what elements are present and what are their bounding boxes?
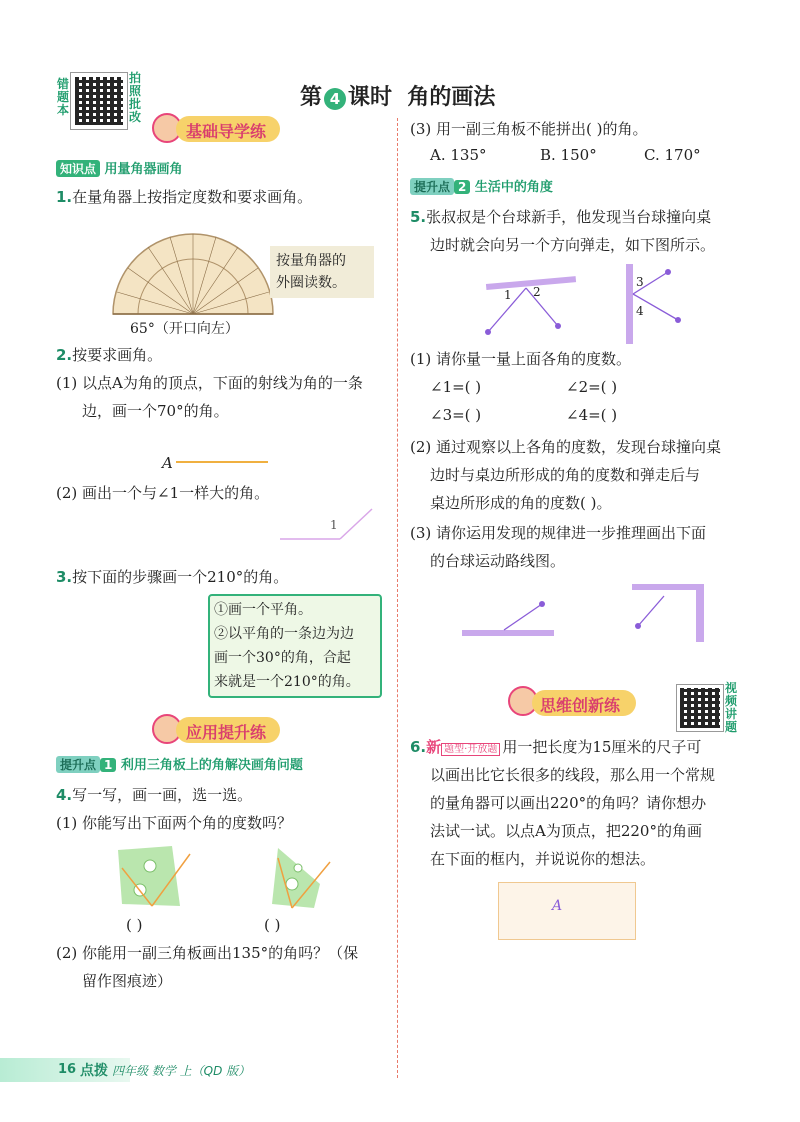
q5-2-line3: 桌边所形成的角的度数( )。: [430, 494, 612, 512]
section-basic-title: 基础导学练: [186, 122, 267, 141]
improve-point-2: 提升点 2 生活中的角度: [410, 176, 553, 195]
angle-label-3: 3: [636, 275, 644, 289]
q6-point-a: A: [552, 898, 563, 914]
q5-3-line2: 的台球运动路线图。: [430, 552, 566, 570]
billiard-task-figure-2: [630, 582, 706, 644]
q4-1-blank-1[interactable]: ( ): [126, 916, 143, 934]
column-divider: [397, 118, 398, 1078]
q5-2-line2: 边时与桌边所形成的角的度数和弹走后与: [430, 466, 701, 484]
q5-3-line1: (3) 请你运用发现的规律进一步推理画出下面: [410, 524, 707, 542]
angle-1-label: 1: [330, 518, 338, 532]
q5-1-angle1[interactable]: ∠1=( ): [430, 378, 482, 396]
qr-code-left[interactable]: [70, 72, 128, 130]
ray-from-a: [176, 461, 268, 463]
q4-1-blank-2[interactable]: ( ): [264, 916, 281, 934]
qr-code-right[interactable]: [676, 684, 724, 732]
protractor-figure: [108, 232, 278, 318]
q2: 2.按要求画角。: [56, 346, 163, 364]
billiard-figure-vertical: [624, 262, 688, 346]
q6-line1: 6.新 题型·开放题 用一把长度为15厘米的尺子可: [410, 738, 702, 756]
improve-point-1: 提升点 1 利用三角板上的角解决画角问题: [56, 754, 303, 773]
q4-1: (1) 你能写出下面两个角的度数吗？: [56, 814, 293, 832]
q3-steps-box: ①画一个平角。 ②以平角的一条边为边 画一个30°的角，合起 来就是一个210°的角。: [208, 594, 382, 698]
q5-1-angle2[interactable]: ∠2=( ): [566, 378, 618, 396]
angle-label-2: 2: [533, 285, 541, 299]
lesson-number: 4: [324, 88, 346, 110]
qr-left-label-2: 拍照批改: [128, 71, 141, 124]
q2-2: (2) 画出一个与∠1一样大的角。: [56, 484, 270, 502]
set-square-figure-1: [112, 844, 194, 914]
q1: 1.在量角器上按指定度数和要求画角。: [56, 188, 313, 206]
section-innovate-title: 思维创新练: [540, 696, 621, 715]
lesson-title: 第 4 课时 角的画法: [300, 85, 496, 110]
angle-label-1: 1: [504, 288, 512, 302]
knowledge-point-1: 知识点 用量角器画角: [56, 158, 183, 177]
page-number: 16: [58, 1062, 77, 1077]
qr-right-label: 视频讲题: [724, 681, 737, 734]
q4-3-option-a[interactable]: A. 135°: [430, 146, 487, 164]
q4-3: (3) 用一副三角板不能拼出( )的角。: [410, 120, 648, 138]
set-square-figure-2: [258, 844, 340, 914]
q5-line2: 边时就会向另一个方向弹走，如下图所示。: [430, 236, 716, 254]
qr-left-label-1: 错题本: [56, 77, 69, 117]
footer-grade: 四年级 数学 上（QD 版）: [112, 1064, 251, 1078]
q5-1-angle4[interactable]: ∠4=( ): [566, 406, 618, 424]
billiard-task-figure-1: [460, 596, 556, 642]
q6-drawing-box[interactable]: [498, 882, 636, 940]
billiard-figure-horizontal: [482, 270, 582, 342]
q5-2-line1: (2) 通过观察以上各角的度数，发现台球撞向桌: [410, 438, 722, 456]
q4-3-option-b[interactable]: B. 150°: [540, 146, 597, 164]
q4: 4.写一写，画一画，选一选。: [56, 786, 253, 804]
q5-1-angle3[interactable]: ∠3=( ): [430, 406, 482, 424]
protractor-caption: 65°（开口向左）: [130, 321, 239, 337]
q4-3-option-c[interactable]: C. 170°: [644, 146, 701, 164]
point-a-label: A: [162, 454, 173, 472]
q2-1-line2: 边，画一个70°的角。: [82, 402, 229, 420]
q2-1-line1: (1) 以点A为角的顶点，下面的射线为角的一条: [56, 374, 363, 392]
angle-label-4: 4: [636, 304, 644, 318]
footer-brand: 点拨: [80, 1063, 108, 1079]
protractor-note: 按量角器的 外圈读数。: [270, 246, 374, 298]
q4-2-line1: (2) 你能用一副三角板画出135°的角吗？（保: [56, 944, 359, 962]
q6-line3: 的量角器可以画出220°的角吗？请你想办: [430, 794, 707, 812]
q5-line1: 5.张叔叔是个台球新手，他发现当台球撞向桌: [410, 208, 712, 226]
q4-2-line2: 留作图痕迹）: [82, 972, 173, 990]
section-apply-title: 应用提升练: [186, 723, 267, 742]
q3: 3.按下面的步骤画一个210°的角。: [56, 568, 289, 586]
q6-line4: 法试一试。以点A为顶点，把220°的角画: [430, 822, 702, 840]
q6-line2: 以画出比它长很多的线段，那么用一个常规: [430, 766, 716, 784]
q6-line5: 在下面的框内，并说说你的想法。: [430, 850, 656, 868]
q5-1: (1) 请你量一量上面各角的度数。: [410, 350, 632, 368]
